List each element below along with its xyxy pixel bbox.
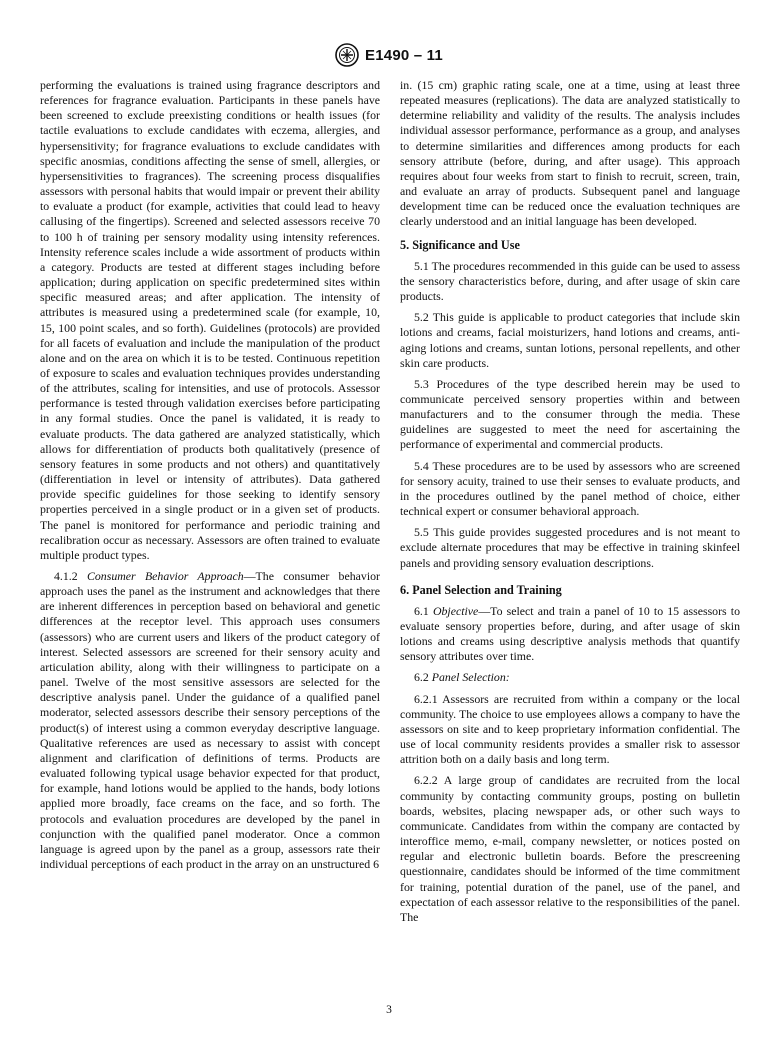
paragraph-5-1: 5.1 The procedures recommended in this guide can be used to assess the sensory characteristics before, during, and after usage of skin care products.	[400, 258, 740, 304]
page-number: 3	[386, 1004, 392, 1016]
paragraph-6-2-1: 6.2.1 Assessors are recruited from within a company or the local community. The choice to use employees allows a company to have the assessors on site and to keep proprietary information confidential. The use of local community residents provides a smaller risk to assessor attrition both on a daily basis and long term.	[400, 691, 740, 767]
paragraph-6-2	[400, 670, 740, 685]
paragraph-4-1-2	[40, 569, 380, 872]
left-column	[40, 78, 380, 878]
clause-title: Consumer Behavior Approach	[86, 569, 244, 583]
clause-title: Objective	[432, 603, 479, 618]
section-heading-6: 6. Panel Selection and Training	[400, 582, 562, 597]
clause-body: —To select and train a panel of 10 to 15 assessors to evaluate sensory properties before, during, and after usage of skin lotions and creams using descriptive analysis methods that quantify sensory attributes over time.	[400, 603, 740, 664]
clause-number: 6.1	[414, 603, 433, 618]
clause-title: Panel Selection:	[431, 670, 510, 685]
paragraph-6-1	[400, 604, 740, 665]
paragraph-6-2-2: 6.2.2 A large group of candidates are recruited from the local community by contacting community groups, posting on bulletin boards, websites, placing newspaper ads, or other such ways to communicate. Candidates from within the company are contacted by interoffice memo, e-mail, company newsletter, or notices posted on regular and electronic bulletin boards. Before the prescreening questionnaire, candidates should be informed of the time commitment for training, potential duration of the panel, use of the panel, and expectation of each assessor relative to the responsibilities of the panel. The	[400, 773, 740, 924]
paragraph-5-4: 5.4 These procedures are to be used by assessors who are screened for sensory acuity, trained to use their senses to evaluate products, and in the procedures outlined by the panel method of choice, either technical expert or consumer behavioral approach.	[400, 458, 740, 519]
paragraph-technical-expert-continued: performing the evaluations is trained using fragrance descriptors and references for fragrance evaluation. Participants in these panels have been screened to exclude preexisting conditions or health issues (for tactile evaluations to exclude candidates with eczema, allergies, and hypersensitivity; for fragrance evaluations to exclude candidates with specific anosmias, conditions affecting the sense of smell, allergies, or hypersensitivities to fragrances). The screening process disqualifies assessors with personal habits that would impair or prevent their ability to evaluate a product (for example, activities that could lead to heavy callusing of the fingertips). Screened and selected assessors receive 70 to 100 h of training per sensory modality using intensity references. Intensity reference scales include a wide assortment of products within a category. Products are tested at different stages including before application; during application on specific predetermined sites within specific measured areas; and after application. The intensity of attributes is measured using a predetermined scale (for example, 10, 15, 100 point scales, and so forth). Guidelines (protocols) are provided for all facets of evaluation and include the manipulation of the product alone and on the area on which it is to be tested. Continuous repetition of exposure to scales and evaluation techniques provides understanding of the attributes, scaling for intensities, and use of protocols. Assessor performance is tested through validation exercises before participating in any formal studies. Once the panel is validated, it is ready to evaluate products. The data gathered are analyzed statistically, which allows for differentiation of products both qualitatively (presence of sensory features in some products and not others) and quantitatively (differentiation in level or intensity of attributes). Data gathered provide specific guidelines for those seeking to identify sensory properties perceived in a single product or in a given set of products. The panel is monitored for performance and periodic training and recalibration occur as necessary. Assessors are often trained to evaluate multiple product types.	[40, 78, 380, 562]
paragraph-5-3: 5.3 Procedures of the type described herein may be used to communicate perceived sensory properties within and between manufacturers and to the consumer through the media. These guidelines are suggested to meet the need for ascertaining the performance of experimental and commercial products.	[400, 376, 740, 452]
paragraph-5-5: 5.5 This guide provides suggested procedures and is not meant to exclude alternate procedures that may be effective in training skinfeel panels and providing sensory evaluation descriptions.	[400, 525, 740, 570]
right-column	[400, 78, 740, 931]
astm-logo-icon	[335, 43, 359, 67]
document-id: E1490 – 11	[365, 46, 443, 64]
clause-body: —The consumer behavior approach uses the panel as the instrument and acknowledges that there are inherent differences in perception based on behavioral and genetic differences at the receptor level. This approach uses consumers (assessors) who are current users and likers of the product category of interest. Selected assessors are screened for their sensory acuity and articulation ability, along with their willingness to participate on a panel. Twelve of the most sensitive assessors are selected for the descriptive analysis panel. Under the guidance of a qualified panel moderator, selected assessors describe their sensory perceptions of the product(s) of interest using a common everyday descriptive language. Qualitative references are used as necessary to assist with concept alignment and clarification of definitions of terms. Products are evaluated following typical usage behavior expected for that product, for example, hand lotions would be applied to the hands, body lotions applied more broadly, face creams on the face, and so forth. The protocols and evaluation procedures are developed by the panel in conjunction with the qualified panel moderator. Once a common language is agreed upon by the panel as a group, assessors rate their individual perceptions of each product in the array on an unstructured 6	[40, 569, 380, 871]
section-heading-5: 5. Significance and Use	[400, 237, 520, 252]
clause-number: 6.2	[414, 670, 432, 685]
paragraph-5-2: 5.2 This guide is applicable to product categories that include skin lotions and creams, facial moisturizers, hand lotions and creams, anti-aging lotions and creams, suntan lotions, personal repellents, and other skin care products.	[400, 310, 740, 370]
paragraph-consumer-behavior-continued: in. (15 cm) graphic rating scale, one at a time, using at least three repeated measures (replications). The data are analyzed statistically to determine reliability and validity of the results. The analysis includes individual assessor performance, performance as a group, and analyses to determine similarities and differences among products for each sensory attribute (before, during, and after usage). This approach requires about four weeks from start to finish to recruit, screen, train, and evaluate an array of products. Subsequent panel and language development time can be reduced once the evaluation techniques are clearly understood and an initial language has been developed.	[400, 78, 740, 229]
clause-number: 4.1.2	[54, 569, 87, 583]
page-header	[0, 40, 778, 70]
